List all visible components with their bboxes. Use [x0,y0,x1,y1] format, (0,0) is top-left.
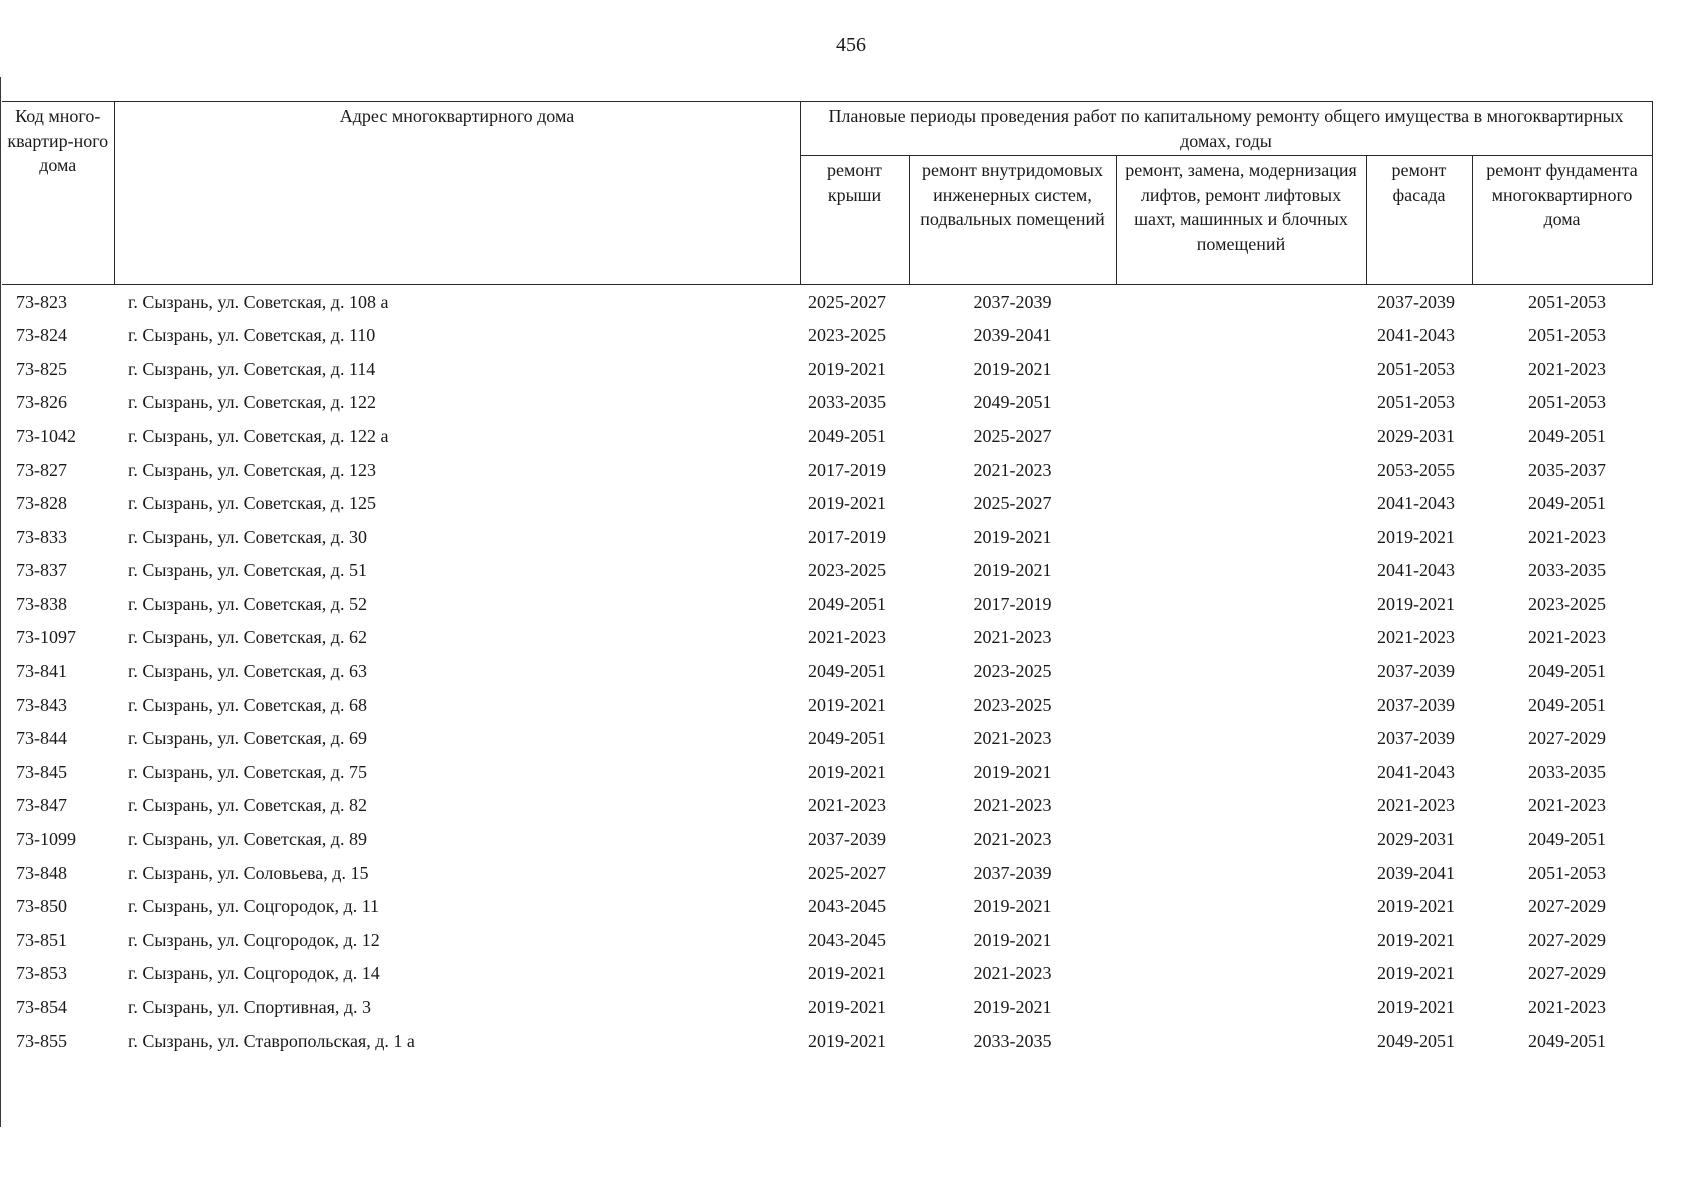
cell-facade: 2037-2039 [1377,291,1455,312]
cell-roof: 2043-2045 [808,929,886,950]
cell-engineering: 2021-2023 [973,829,1052,850]
cell-lifts [1116,554,1366,588]
cell-lifts [1116,487,1366,521]
cell-facade: 2041-2043 [1377,325,1455,346]
cell-roof: 2033-2035 [808,392,886,413]
cell-code: 73-855 [16,1030,67,1051]
cell-address: г. Сызрань, ул. Советская, д. 69 [128,728,367,749]
cell-lifts [1116,823,1366,857]
table-row [2,957,1652,991]
cell-engineering: 2033-2035 [973,1030,1052,1051]
table-row [2,789,1652,823]
cell-address: г. Сызрань, ул. Соцгородок, д. 14 [128,963,380,984]
page-number: 456 [836,34,866,56]
cell-foundation: 2021-2023 [1528,627,1606,648]
cell-facade: 2051-2053 [1377,392,1455,413]
cell-lifts [1116,285,1366,319]
cell-facade: 2039-2041 [1377,862,1455,883]
cell-address: г. Сызрань, ул. Соцгородок, д. 11 [128,896,380,917]
cell-engineering: 2019-2021 [973,526,1052,547]
cell-foundation: 2027-2029 [1528,963,1606,984]
cell-engineering: 2021-2023 [973,728,1052,749]
cell-address: г. Сызрань, ул. Советская, д. 122 [128,392,376,413]
cell-lifts [1116,688,1366,722]
cell-facade: 2037-2039 [1377,694,1455,715]
table-row [2,520,1652,554]
cell-address: г. Сызрань, ул. Советская, д. 30 [128,526,367,547]
cell-roof: 2043-2045 [808,896,886,917]
cell-roof: 2019-2021 [808,694,886,715]
header-address: Адрес многоквартирного дома [114,102,800,285]
cell-engineering: 2019-2021 [973,358,1052,379]
cell-foundation: 2027-2029 [1528,728,1606,749]
cell-facade: 2029-2031 [1377,425,1455,446]
cell-code: 73-837 [16,560,67,581]
cell-foundation: 2033-2035 [1528,761,1606,782]
cell-code: 73-1099 [16,829,76,850]
header-lifts: ремонт, замена, модернизация лифтов, ремонт лифтовых шахт, машинных и блочных помещений [1116,156,1366,285]
table-row [2,419,1652,453]
cell-foundation: 2049-2051 [1528,493,1606,514]
cell-lifts [1116,722,1366,756]
cell-roof: 2021-2023 [808,795,886,816]
cell-code: 73-1097 [16,627,76,648]
cell-engineering: 2037-2039 [973,291,1052,312]
cell-foundation: 2023-2025 [1528,593,1606,614]
cell-address: г. Сызрань, ул. Советская, д. 75 [128,761,367,782]
cell-lifts [1116,386,1366,420]
cell-lifts [1116,655,1366,689]
cell-foundation: 2049-2051 [1528,1030,1606,1051]
cell-engineering: 2037-2039 [973,862,1052,883]
cell-facade: 2019-2021 [1377,593,1455,614]
cell-lifts [1116,621,1366,655]
cell-engineering: 2021-2023 [973,459,1052,480]
cell-facade: 2019-2021 [1377,896,1455,917]
table-header [2,102,1652,285]
cell-facade: 2037-2039 [1377,728,1455,749]
cell-foundation: 2049-2051 [1528,425,1606,446]
table-row [2,453,1652,487]
cell-roof: 2019-2021 [808,963,886,984]
cell-facade: 2019-2021 [1377,997,1455,1018]
cell-foundation: 2049-2051 [1528,661,1606,682]
cell-facade: 2049-2051 [1377,1030,1455,1051]
cell-engineering: 2025-2027 [973,425,1052,446]
table-row [2,1024,1652,1058]
cell-lifts [1116,319,1366,353]
cell-code: 73-823 [16,291,67,312]
cell-address: г. Сызрань, ул. Советская, д. 89 [128,829,367,850]
cell-code: 73-1042 [16,425,76,446]
cell-code: 73-848 [16,862,67,883]
cell-address: г. Сызрань, ул. Советская, д. 110 [128,325,376,346]
cell-lifts [1116,352,1366,386]
header-foundation: ремонт фундамента многоквартирного дома [1472,156,1652,285]
cell-roof: 2017-2019 [808,526,886,547]
cell-engineering: 2021-2023 [973,627,1052,648]
cell-facade: 2037-2039 [1377,661,1455,682]
cell-facade: 2041-2043 [1377,560,1455,581]
cell-foundation: 2021-2023 [1528,795,1606,816]
cell-facade: 2053-2055 [1377,459,1455,480]
cell-engineering: 2019-2021 [973,761,1052,782]
cell-lifts [1116,587,1366,621]
cell-engineering: 2039-2041 [973,325,1052,346]
cell-code: 73-825 [16,358,67,379]
cell-engineering: 2021-2023 [973,963,1052,984]
cell-facade: 2051-2053 [1377,358,1455,379]
cell-foundation: 2021-2023 [1528,358,1606,379]
cell-roof: 2049-2051 [808,425,886,446]
cell-address: г. Сызрань, ул. Советская, д. 114 [128,358,376,379]
table-row [2,990,1652,1024]
cell-address: г. Сызрань, ул. Советская, д. 108 а [128,291,389,312]
cell-roof: 2019-2021 [808,761,886,782]
header-facade: ремонт фасада [1366,156,1472,285]
cell-roof: 2019-2021 [808,997,886,1018]
cell-foundation: 2051-2053 [1528,862,1606,883]
cell-roof: 2019-2021 [808,1030,886,1051]
table-row [2,554,1652,588]
cell-address: г. Сызрань, ул. Советская, д. 82 [128,795,367,816]
table-row [2,890,1652,924]
cell-address: г. Сызрань, ул. Соловьева, д. 15 [128,862,369,883]
table-row [2,722,1652,756]
cell-facade: 2029-2031 [1377,829,1455,850]
cell-engineering: 2023-2025 [973,661,1052,682]
table-row [2,487,1652,521]
header-planned-periods: Плановые периоды проведения работ по капитальному ремонту общего имущества в многоквартирных домах, годы [800,102,1652,156]
cell-foundation: 2035-2037 [1528,459,1606,480]
cell-address: г. Сызрань, ул. Советская, д. 125 [128,493,376,514]
cell-engineering: 2019-2021 [973,929,1052,950]
cell-lifts [1116,755,1366,789]
cell-code: 73-853 [16,963,67,984]
cell-code: 73-854 [16,997,67,1018]
cell-roof: 2049-2051 [808,728,886,749]
cell-roof: 2019-2021 [808,493,886,514]
table-row [2,587,1652,621]
cell-address: г. Сызрань, ул. Советская, д. 68 [128,694,367,715]
table-body [2,285,1652,1058]
table-row [2,621,1652,655]
cell-facade: 2019-2021 [1377,526,1455,547]
cell-code: 73-844 [16,728,67,749]
cell-facade: 2021-2023 [1377,627,1455,648]
cell-foundation: 2051-2053 [1528,392,1606,413]
cell-roof: 2021-2023 [808,627,886,648]
capital-repair-table [2,101,1653,1058]
cell-roof: 2049-2051 [808,593,886,614]
cell-lifts [1116,890,1366,924]
cell-engineering: 2019-2021 [973,997,1052,1018]
cell-code: 73-847 [16,795,67,816]
cell-code: 73-824 [16,325,67,346]
cell-foundation: 2051-2053 [1528,325,1606,346]
cell-engineering: 2021-2023 [973,795,1052,816]
cell-lifts [1116,957,1366,991]
cell-code: 73-850 [16,896,67,917]
cell-address: г. Сызрань, ул. Спортивная, д. 3 [128,997,372,1018]
cell-engineering: 2025-2027 [973,493,1052,514]
cell-lifts [1116,789,1366,823]
cell-foundation: 2049-2051 [1528,694,1606,715]
header-roof: ремонт крыши [800,156,909,285]
cell-lifts [1116,520,1366,554]
cell-facade: 2041-2043 [1377,761,1455,782]
cell-address: г. Сызрань, ул. Советская, д. 52 [128,593,367,614]
cell-roof: 2037-2039 [808,829,886,850]
cell-address: г. Сызрань, ул. Советская, д. 123 [128,459,376,480]
cell-roof: 2019-2021 [808,358,886,379]
cell-code: 73-841 [16,661,67,682]
header-code: Код много-квартир-ного дома [2,102,114,285]
table-row [2,755,1652,789]
cell-lifts [1116,856,1366,890]
table-row [2,923,1652,957]
cell-foundation: 2033-2035 [1528,560,1606,581]
cell-engineering: 2023-2025 [973,694,1052,715]
cell-engineering: 2049-2051 [973,392,1052,413]
cell-foundation: 2021-2023 [1528,997,1606,1018]
cell-facade: 2019-2021 [1377,929,1455,950]
cell-engineering: 2017-2019 [973,593,1052,614]
cell-foundation: 2027-2029 [1528,896,1606,917]
cell-lifts [1116,1024,1366,1058]
cell-foundation: 2027-2029 [1528,929,1606,950]
cell-foundation: 2049-2051 [1528,829,1606,850]
cell-lifts [1116,419,1366,453]
cell-engineering: 2019-2021 [973,560,1052,581]
cell-code: 73-826 [16,392,67,413]
cell-facade: 2021-2023 [1377,795,1455,816]
table-row [2,352,1652,386]
cell-address: г. Сызрань, ул. Советская, д. 63 [128,661,367,682]
cell-foundation: 2051-2053 [1528,291,1606,312]
table-row [2,688,1652,722]
cell-code: 73-851 [16,929,67,950]
cell-roof: 2049-2051 [808,661,886,682]
cell-address: г. Сызрань, ул. Соцгородок, д. 12 [128,929,380,950]
cell-code: 73-838 [16,593,67,614]
cell-code: 73-845 [16,761,67,782]
table-row [2,386,1652,420]
table-row [2,823,1652,857]
cell-roof: 2025-2027 [808,291,886,312]
cell-lifts [1116,453,1366,487]
cell-code: 73-827 [16,459,67,480]
cell-roof: 2017-2019 [808,459,886,480]
cell-roof: 2025-2027 [808,862,886,883]
header-engineering: ремонт внутридомовых инженерных систем, подвальных помещений [909,156,1116,285]
cell-facade: 2019-2021 [1377,963,1455,984]
cell-roof: 2023-2025 [808,560,886,581]
table-row [2,856,1652,890]
cell-lifts [1116,923,1366,957]
cell-address: г. Сызрань, ул. Ставропольская, д. 1 а [128,1030,415,1051]
cell-foundation: 2021-2023 [1528,526,1606,547]
table-row [2,319,1652,353]
cell-lifts [1116,990,1366,1024]
table-row [2,655,1652,689]
cell-engineering: 2019-2021 [973,896,1052,917]
cell-roof: 2023-2025 [808,325,886,346]
cell-code: 73-828 [16,493,67,514]
cell-address: г. Сызрань, ул. Советская, д. 51 [128,560,367,581]
cell-address: г. Сызрань, ул. Советская, д. 62 [128,627,367,648]
cell-address: г. Сызрань, ул. Советская, д. 122 а [128,425,389,446]
cell-code: 73-843 [16,694,67,715]
cell-facade: 2041-2043 [1377,493,1455,514]
cell-code: 73-833 [16,526,67,547]
page-left-edge [0,77,1,1127]
table-row [2,285,1652,319]
